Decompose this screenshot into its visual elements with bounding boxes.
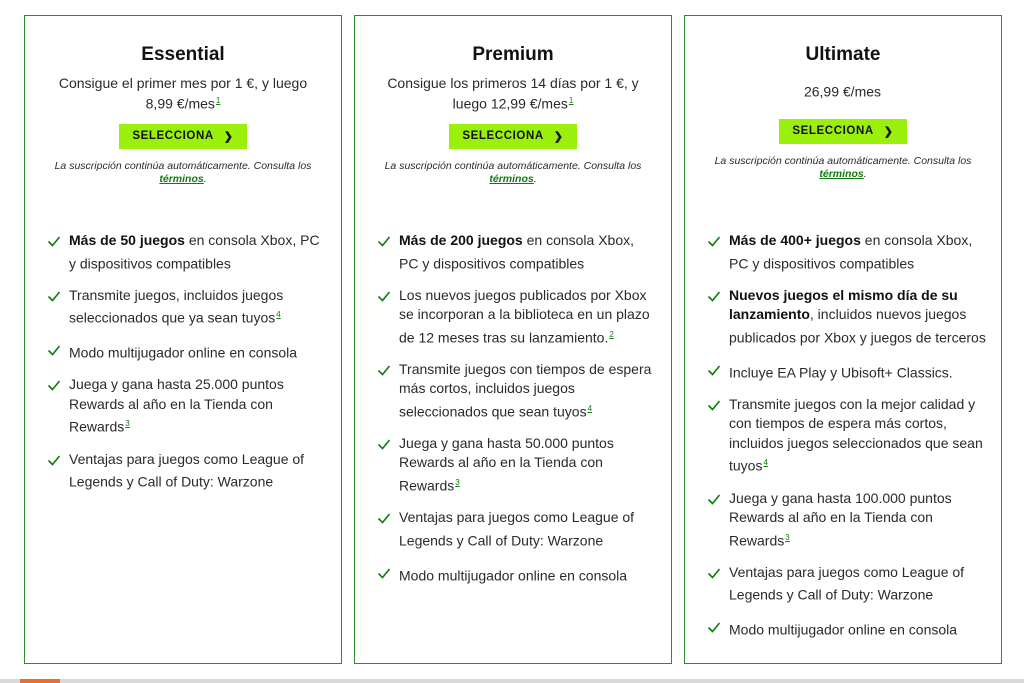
chevron-right-icon: ❯ xyxy=(223,130,234,143)
feature-item: Nuevos juegos el mismo día de su lanzamiento, incluidos nuevos juegos publicados por Xbox y juegos de terceros xyxy=(707,286,987,348)
feature-item: Modo multijugador online en consola xyxy=(47,340,327,363)
feature-item: Modo multijugador online en consola xyxy=(377,563,657,586)
checkmark-icon xyxy=(377,234,391,248)
chevron-right-icon: ❯ xyxy=(883,125,894,138)
footnote-link[interactable]: 3 xyxy=(455,477,460,487)
feature-item: Más de 200 juegos en consola Xbox, PC y dispositivos compatibles xyxy=(377,231,657,274)
feature-item: Juega y gana hasta 100.000 puntos Rewards al año en la Tienda con Rewards$^3$ xyxy=(707,489,987,551)
plan-card-essential xyxy=(24,15,342,664)
checkmark-icon xyxy=(47,378,61,392)
plan-title: Ultimate xyxy=(805,44,881,65)
price-footnote-link[interactable]: 1 xyxy=(215,96,221,105)
chevron-right-icon: ❯ xyxy=(553,130,564,143)
footnote-link[interactable]: 3 xyxy=(125,419,130,429)
checkmark-icon xyxy=(707,289,721,303)
terms-link[interactable]: términos xyxy=(489,173,534,186)
select-plan-button[interactable]: SELECCIONA ❯ xyxy=(449,124,577,149)
select-plan-button[interactable]: SELECCIONA ❯ xyxy=(119,124,247,149)
footnote-link[interactable]: 2 xyxy=(609,329,614,339)
footnote-link[interactable]: 4 xyxy=(587,403,593,413)
plan-price: Consigue los primeros 14 días por 1 €, y luego 12,99 €/mes$^1$ xyxy=(387,75,639,112)
plan-price: 26,99 €/mes xyxy=(803,83,882,100)
checkmark-icon xyxy=(707,620,721,634)
feature-item: Incluye EA Play y Ubisoft+ Classics. xyxy=(707,360,987,383)
feature-list xyxy=(707,231,987,653)
subscription-note: La suscripción continúa automáticamente. Consulta los términos. xyxy=(714,154,972,181)
footnote-link[interactable]: 4 xyxy=(763,458,768,468)
feature-item: Modo multijugador online en consola xyxy=(707,617,987,640)
plan-card-premium xyxy=(354,15,672,664)
plan-title: Essential xyxy=(141,44,225,65)
checkmark-icon xyxy=(707,363,721,377)
feature-item: Ventajas para juegos como League of Legends y Call of Duty: Warzone xyxy=(377,508,657,551)
select-plan-button[interactable]: SELECCIONA ❯ xyxy=(779,119,907,144)
terms-link[interactable]: términos xyxy=(819,168,864,181)
checkmark-icon xyxy=(707,398,721,412)
feature-list xyxy=(377,231,657,598)
feature-item: Juega y gana hasta 50.000 puntos Rewards al año en la Tienda con Rewards$^3$ xyxy=(377,434,657,496)
checkmark-icon xyxy=(47,289,61,303)
checkmark-icon xyxy=(377,511,391,525)
feature-item: Transmite juegos, incluidos juegos seleccionados que ya sean tuyos$^4$ xyxy=(47,286,327,329)
checkmark-icon xyxy=(707,234,721,248)
subscription-note: La suscripción continúa automáticamente. Consulta los términos. xyxy=(384,159,642,186)
feature-item: Juega y gana hasta 25.000 puntos Rewards al año en la Tienda con Rewards$^3$ xyxy=(47,375,327,437)
checkmark-icon xyxy=(707,566,721,580)
feature-item: Ventajas para juegos como League of Legends y Call of Duty: Warzone xyxy=(47,450,327,493)
plan-price: Consigue el primer mes por 1 €, y luego 8,99 €/mes$^1$ xyxy=(58,75,308,112)
checkmark-icon xyxy=(47,343,61,357)
terms-link[interactable]: términos xyxy=(159,173,204,186)
feature-item: Los nuevos juegos publicados por Xbox se incorporan a la biblioteca en un plazo de 12 meses tras su lanzamiento.$^2$ xyxy=(377,286,657,348)
checkmark-icon xyxy=(47,453,61,467)
footnote-link[interactable]: 4 xyxy=(276,310,281,320)
checkmark-icon xyxy=(377,289,391,303)
checkmark-icon xyxy=(377,566,391,580)
feature-item: Más de 400+ juegos en consola Xbox, PC y dispositivos compatibles xyxy=(707,231,987,274)
checkmark-icon xyxy=(377,363,391,377)
feature-item: Más de 50 juegos en consola Xbox, PC y dispositivos compatibles xyxy=(47,231,327,274)
feature-item: Transmite juegos con la mejor calidad y con tiempos de espera más cortos, incluidos juegos seleccionados que sean tuyos$^4$ xyxy=(707,395,987,477)
taskbar-accent xyxy=(20,679,60,683)
price-footnote-link[interactable]: 1 xyxy=(568,96,574,105)
checkmark-icon xyxy=(47,234,61,248)
feature-list xyxy=(47,231,327,504)
feature-item: Ventajas para juegos como League of Legends y Call of Duty: Warzone xyxy=(707,563,987,606)
page-scrollbar[interactable] xyxy=(0,679,1024,683)
plan-title: Premium xyxy=(472,44,554,65)
checkmark-icon xyxy=(377,437,391,451)
feature-item: Transmite juegos con tiempos de espera más cortos, incluidos juegos seleccionados que sean tuyos$^4$ xyxy=(377,360,657,422)
footnote-link[interactable]: 3 xyxy=(785,532,790,542)
checkmark-icon xyxy=(707,492,721,506)
subscription-note: La suscripción continúa automáticamente. Consulta los términos. xyxy=(54,159,312,186)
plan-card-ultimate xyxy=(684,15,1002,664)
